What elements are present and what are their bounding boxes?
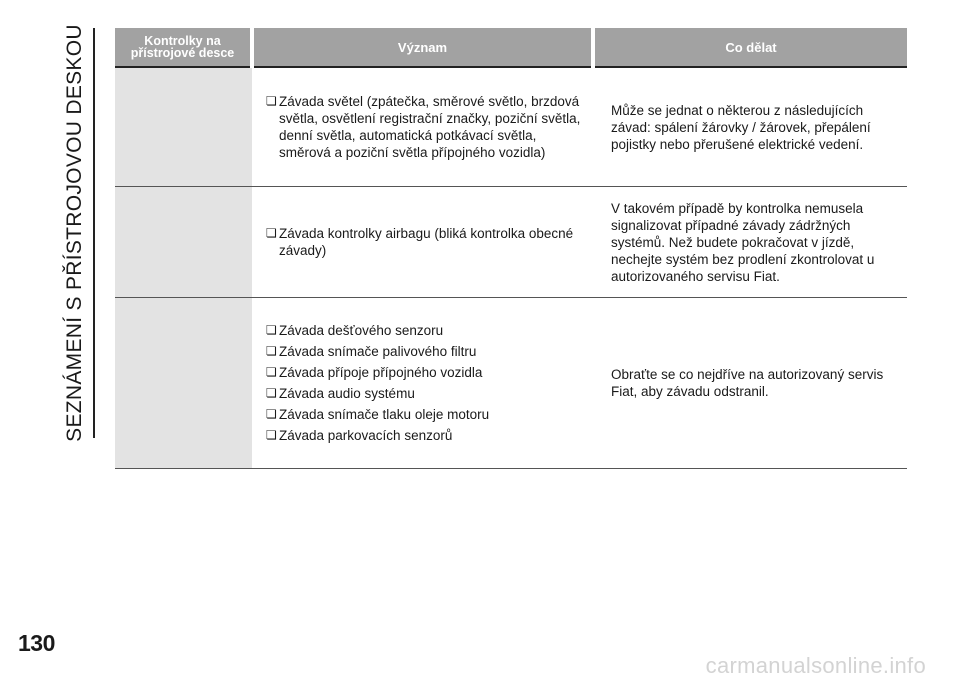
list-item: ❏ Závada kontrolky airbagu (bliká kontrolka obecné závady) [266,225,583,259]
action-cell: Může se jednat o některou z následujících závad: spálení žárovky / žárovek, přepálení pojistky nebo přerušené elektrické vedení. [593,67,907,187]
section-title [62,24,88,442]
section-divider [93,28,95,438]
section-title-text: SEZNÁMENÍ S PŘÍSTROJOVOU DESKOU [63,24,87,442]
list-item: ❏ Závada světel (zpátečka, směrové světlo, brzdová světla, osvětlení registrační značky, poziční světla, denní světla, automatická potkávací světla, směrová a poziční světla přípojného vozidla) [266,93,583,161]
table-row [115,298,907,469]
action-cell: Obraťte se co nejdříve na autorizovaný servis Fiat, aby závadu odstranil. [593,298,907,469]
warning-light-cell [115,67,252,187]
watermark: carmanualsonline.info [705,653,926,678]
meaning-cell [252,67,593,187]
meaning-cell [252,298,593,469]
table-row [115,187,907,298]
header-meaning: Význam [252,28,593,67]
meaning-cell [252,187,593,298]
list-item: ❏ Závada dešťového senzoru [266,322,583,339]
warning-lights-table [115,28,907,469]
header-warning-lights: Kontrolky na přístrojové desce [115,28,252,67]
table-header-row [115,28,907,67]
list-item: ❏ Závada přípoje přípojného vozidla [266,364,583,381]
header-action: Co dělat [593,28,907,67]
warning-light-cell [115,187,252,298]
warning-light-cell [115,298,252,469]
table-row [115,67,907,187]
action-cell: V takovém případě by kontrolka nemusela signalizovat případné závady zádržných systémů. Než budete pokračovat v jízdě, nechejte systém bez prodlení zkontrolovat u autorizovaného servisu Fiat. [593,187,907,298]
list-item: ❏ Závada snímače palivového filtru [266,343,583,360]
list-item: ❏ Závada parkovacích senzorů [266,427,583,444]
list-item: ❏ Závada snímače tlaku oleje motoru [266,406,583,423]
list-item: ❏ Závada audio systému [266,385,583,402]
page-number: 130 [18,630,55,656]
